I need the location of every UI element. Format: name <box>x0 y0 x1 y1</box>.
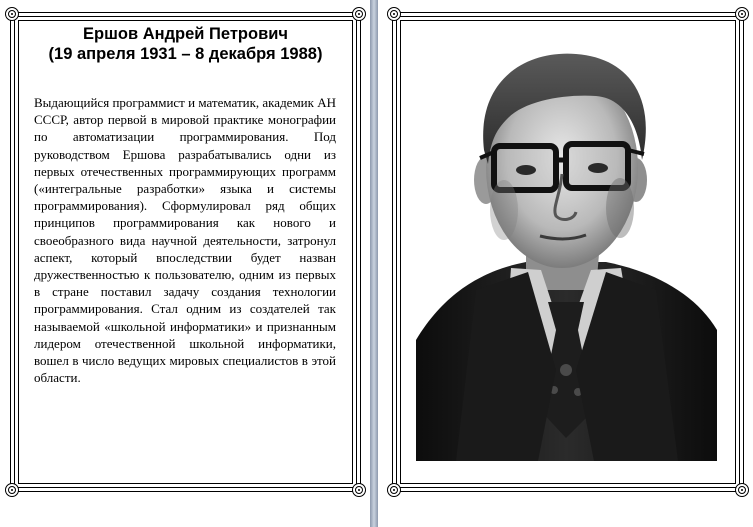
frame-corner-ornament-icon <box>5 7 19 21</box>
page-gap <box>370 0 378 527</box>
left-page <box>0 0 370 527</box>
portrait-photo <box>416 40 717 461</box>
frame-corner-ornament-icon <box>352 7 366 21</box>
frame-corner-ornament-icon <box>387 483 401 497</box>
person-heading <box>20 24 351 64</box>
frame-corner-ornament-icon <box>5 483 19 497</box>
person-dates: (19 апреля 1931 – 8 декабря 1988) <box>48 45 323 63</box>
frame-corner-ornament-icon <box>352 483 366 497</box>
frame-corner-ornament-icon <box>735 483 749 497</box>
frame-corner-ornament-icon <box>735 7 749 21</box>
frame-corner-ornament-icon <box>387 7 401 21</box>
biography-text: Выдающийся программист и математик, академик АН СССР, автор первой в мировой практике монографии по автоматизации программирования. Под руководством Ершова разрабатывались одни из первых отечественных программирующих программ («интегральные разработки» языка и системы программирования). Сформулировал ряд общих принципов программирования как нового и своеобразного вида научной деятельности, затронул аспект, который впоследствии будет назван дружественностью к пользователю, одним из первых в стране поставил задачу создания технологии программирования. Стал одним из создателей так называемой «школьной информатики» и признанным лидером отечественной школьной информатики, вошел в число ведущих мировых специалистов в этой области. <box>34 95 336 386</box>
person-name: Ершов Андрей Петрович <box>83 25 288 43</box>
portrait-photo-icon <box>416 40 717 461</box>
